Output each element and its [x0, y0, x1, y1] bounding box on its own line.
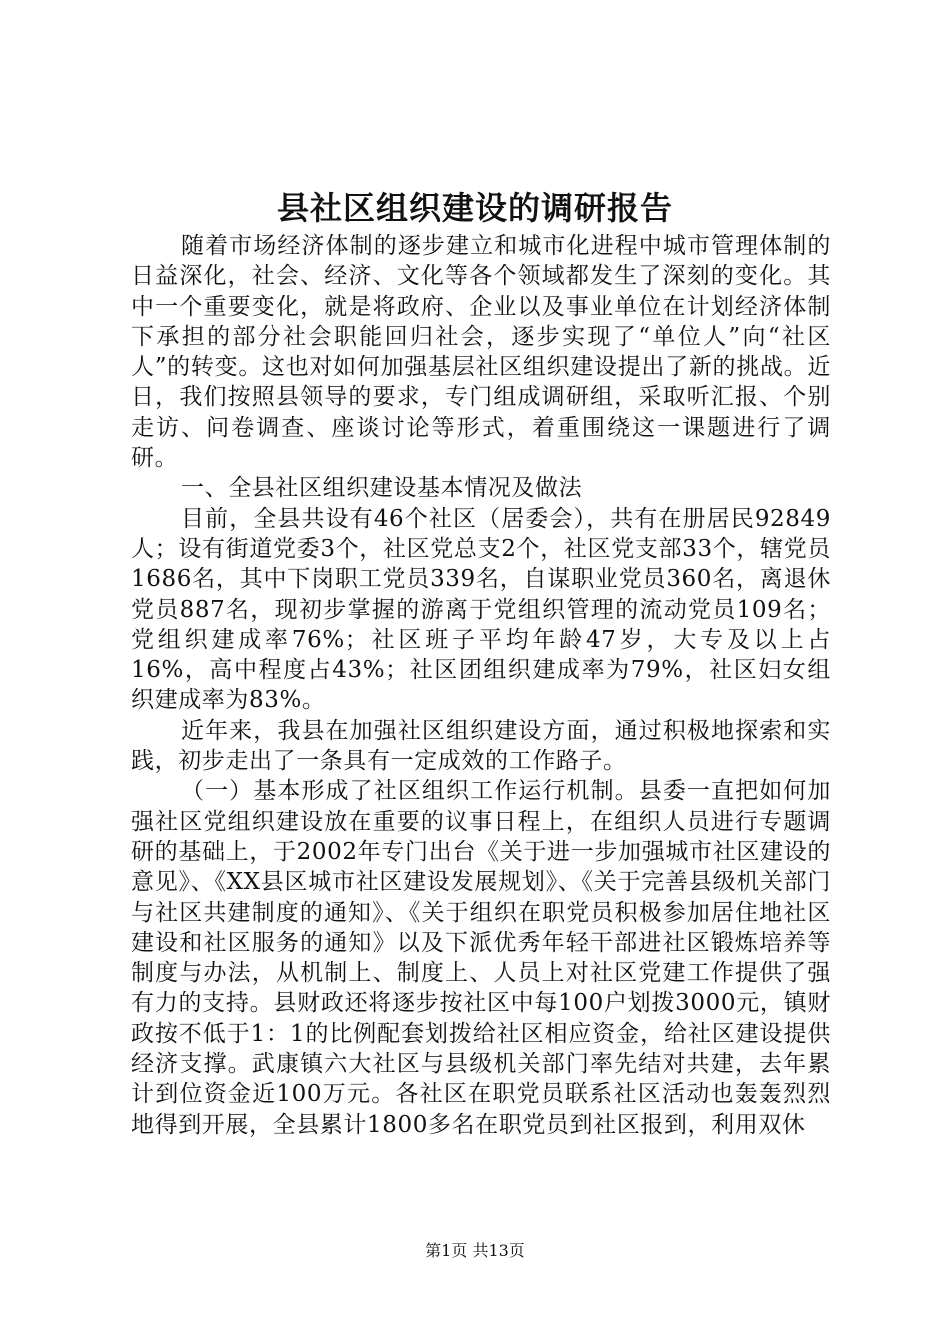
page-number: 第1页 共13页	[425, 1241, 525, 1260]
section-heading-1: 一、全县社区组织建设基本情况及做法	[181, 475, 583, 502]
document-title: 县社区组织建设的调研报告	[276, 189, 673, 227]
paragraph-progress: 近年来，我县在加强社区组织建设方面，通过积极地探索和实践，初步走出了一条具有一定成效的工作路子。	[131, 717, 831, 775]
paragraph-mechanism: （一）基本形成了社区组织工作运行机制。县委一直把如何加强社区党组织建设放在重要的议事日程上，在组织人员进行专题调研的基础上，于2002年专门出台《关于进一步加强城市社区建设的意见》、《XX县区城市社区建设发展规划》、《关于完善县级机关部门与社区共建制度的通知》、《关于组织在职党员积极参加居住地社区建设和社区服务的通知》以及下派优秀年轻干部进社区锻炼培养等制度与办法，从机制上、制度上、人员上对社区党建工作提供了强有力的支持。县财政还将逐步按社区中每100户划拨3000元，镇财政按不低于1：1的比例配套划拨给社区相应资金，给社区建设提供经济支撑。武康镇六大社区与县级机关部门率先结对共建，去年累计到位资金近100万元。各社区在职党员联系社区活动也轰轰烈烈地得到开展，全县累计1800多名在职党员到社区报到，利用双休	[131, 778, 831, 1138]
document-body	[131, 231, 831, 1140]
paragraph-statistics: 目前，全县共设有46个社区（居委会），共有在册居民92849人；设有街道党委3个，社区党总支2个，社区党支部33个，辖党员1686名，其中下岗职工党员339名，自谋职业党员360名，离退休党员887名，现初步掌握的游离于党组织管理的流动党员109名；党组织建成率76%；社区班子平均年龄47岁，大专及以上占16%，高中程度占43%；社区团组织建成率为79%，社区妇女组织建成率为83%。	[131, 505, 831, 714]
paragraph-intro: 随着市场经济体制的逐步建立和城市化进程中城市管理体制的日益深化，社会、经济、文化等各个领域都发生了深刻的变化。其中一个重要变化，就是将政府、企业以及事业单位在计划经济体制下承担的部分社会职能回归社会，逐步实现了“单位人”向“社区人”的转变。这也对如何加强基层社区组织建设提出了新的挑战。近日，我们按照县领导的要求，专门组成调研组，采取听汇报、个别走访、问卷调查、座谈讨论等形式，着重围绕这一课题进行了调研。	[131, 233, 831, 472]
